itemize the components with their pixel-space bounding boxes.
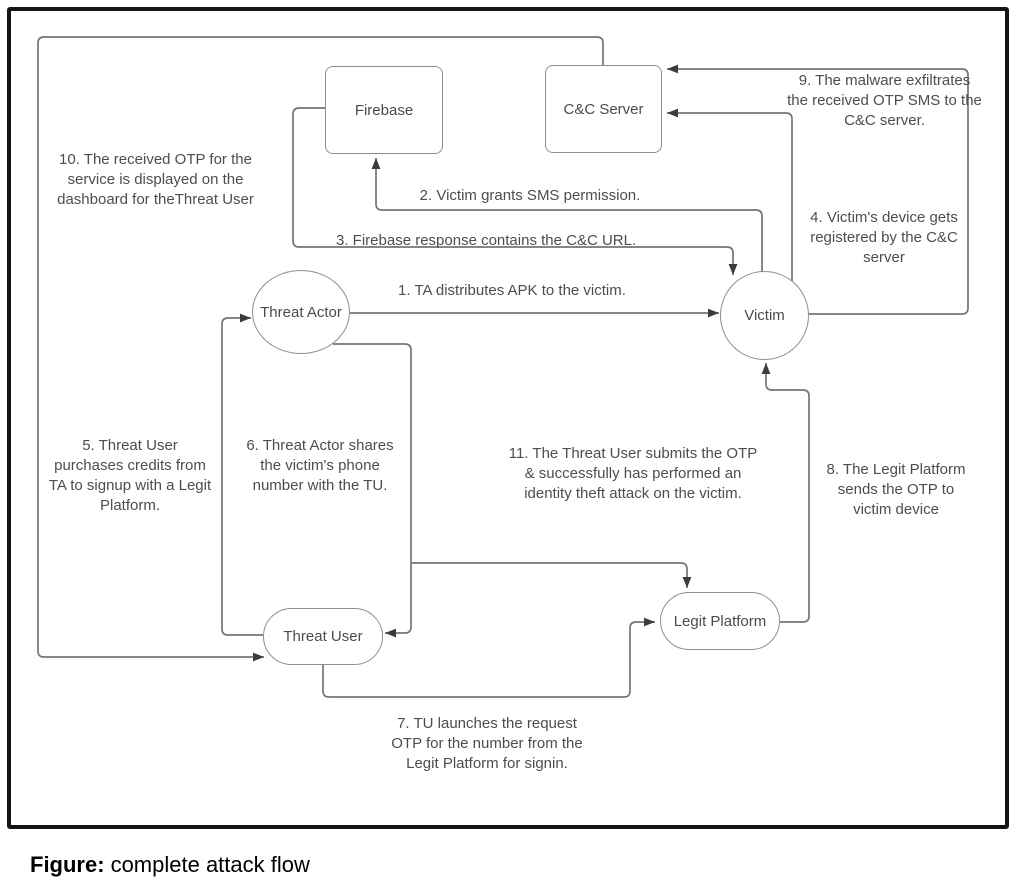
annotation-step6: 6. Threat Actor shares the victim's phone number with the TU. [246, 437, 394, 494]
node-victim [720, 271, 809, 360]
node-cc-server-label: C&C Server [563, 100, 644, 118]
annotation-step10: 10. The received OTP for the service is displayed on the dashboard for theThreat User [57, 151, 254, 208]
annotation-step2: 2. Victim grants SMS permission. [419, 187, 641, 204]
annotation-step5: 5. Threat User purchases credits from TA to signup with a Legit Platform. [48, 437, 212, 514]
node-legit-platform [660, 592, 780, 650]
annotation-step8: 8. The Legit Platform sends the OTP to victim device [826, 461, 966, 518]
node-firebase [325, 66, 443, 154]
node-threat-actor [252, 270, 350, 354]
node-threat-user [263, 608, 383, 665]
node-threat-actor-label: Threat Actor [260, 303, 342, 321]
node-firebase-label: Firebase [354, 101, 414, 119]
annotation-step4: 4. Victim's device gets registered by the C&C server [810, 209, 958, 266]
figure-caption [30, 852, 310, 878]
annotation-step7: 7. TU launches the request OTP for the number from the Legit Platform for signin. [391, 715, 583, 772]
node-threat-user-label: Threat User [283, 628, 363, 645]
figure-caption-label: Figure: [30, 852, 105, 877]
annotation-step3: 3. Firebase response contains the C&C URL. [336, 232, 637, 249]
figure-caption-text: complete attack flow [110, 852, 310, 877]
node-cc-server [545, 65, 662, 153]
annotation-step11: 11. The Threat User submits the OTP & successfully has performed an identity theft attack on the victim. [508, 445, 758, 502]
node-legit-platform-label: Legit Platform [673, 612, 767, 630]
annotation-step1: 1. TA distributes APK to the victim. [398, 282, 626, 299]
node-victim-label: Victim [744, 307, 785, 324]
annotation-step9: 9. The malware exfiltrates the received OTP SMS to the C&C server. [787, 72, 982, 129]
